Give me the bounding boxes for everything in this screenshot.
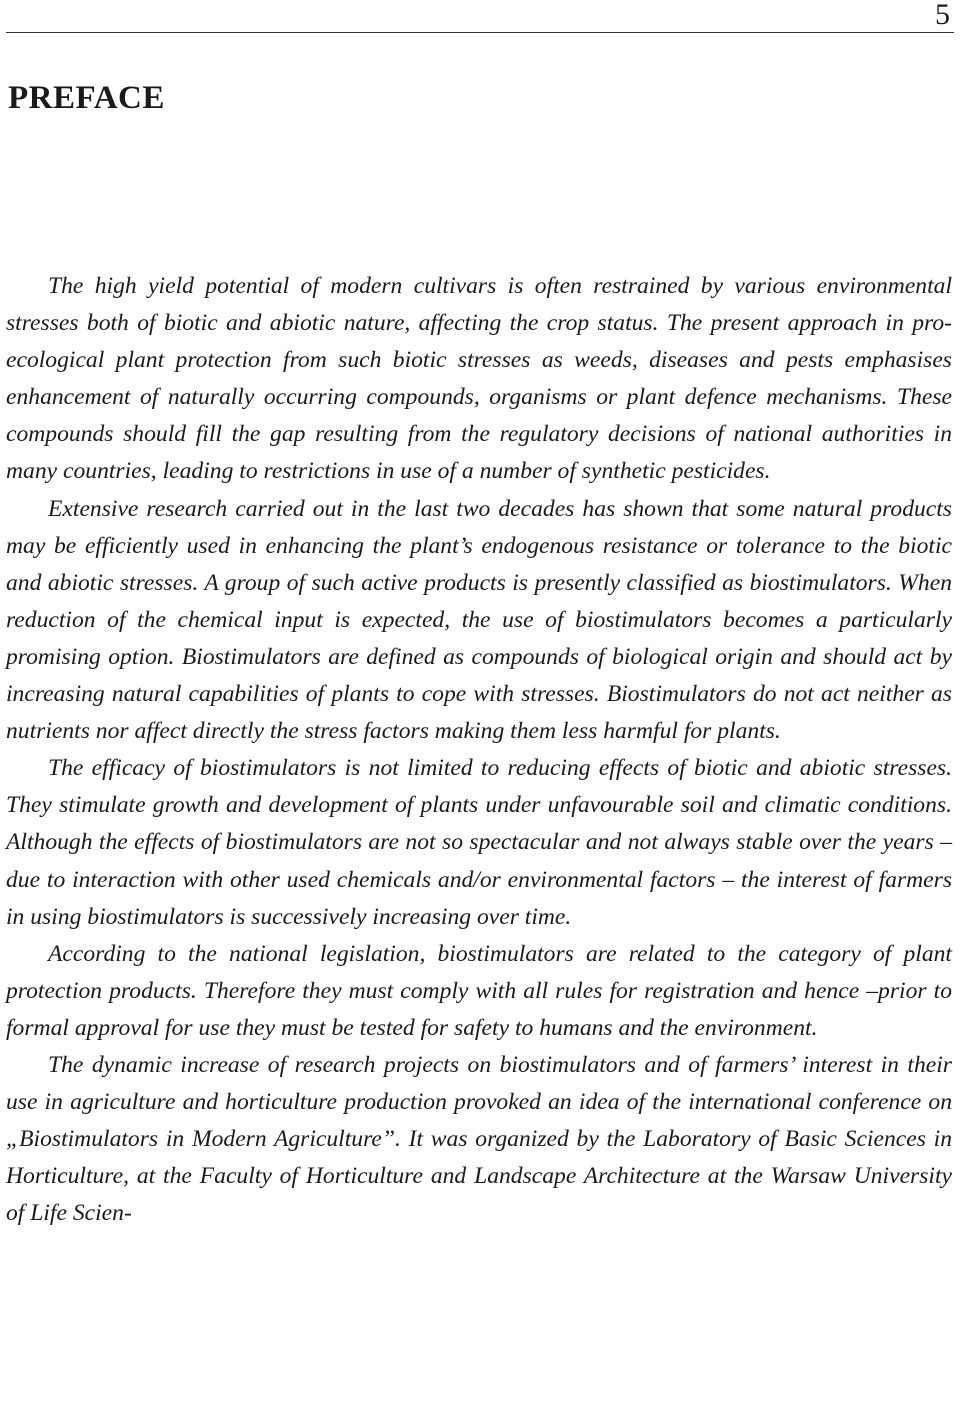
paragraph-3: The efficacy of biostimulators is not limited to reducing effects of biotic and abiotic stresses. They stimulate growth and development of plants under unfavourable soil and climatic conditions. Although the effects of biostimulators are not so spectacular and not always stable over the years – due to interaction with other used chemicals and/or environmental factors – the interest of farmers in using biostimulators is successively increasing over time. <box>6 755 952 930</box>
paragraph-5: The dynamic increase of research projects on biostimulators and of farmers’ interest in their use in agriculture and horticulture production provoked an idea of the international conference on „Biostimulators in Modern Agriculture”. It was organized by the Laboratory of Basic Sciences in Horticulture, at the Faculty of Horticulture and Landscape Architecture at the Warsaw University of Life Scien- <box>6 1051 952 1227</box>
paragraph-2: Extensive research carried out in the last two decades has shown that some natural products may be efficiently used in enhancing the plant’s endogenous resistance or tolerance to the biotic and abiotic stresses. A group of such active products is presently classified as biostimulators. When reduction of the chemical input is expected, the use of biostimulators becomes a particularly promising option. Biostimulators are defined as compounds of biological origin and should act by increasing natural capabilities of plants to cope with stresses. Biostimulators do not act neither as nutrients nor affect directly the stress factors making them less harmful for plants. <box>6 495 952 745</box>
page-number: 5 <box>935 0 950 31</box>
paragraph-1: The high yield potential of modern cultivars is often restrained by various environmental stresses both of biotic and abiotic nature, affecting the crop status. The present approach in pro-ecological plant protection from such biotic stresses as weeds, diseases and pests emphasises enhancement of naturally occurring compounds, organisms or plant defence mechanisms. These compounds should fill the gap resulting from the regulatory decisions of national authorities in many countries, leading to restrictions in use of a number of synthetic pesticides. <box>6 273 952 485</box>
page-title: PREFACE <box>8 80 165 116</box>
page-header <box>6 0 954 33</box>
preface-body <box>6 268 952 1232</box>
paragraph-4: According to the national legislation, biostimulators are related to the category of plant protection products. Therefore they must comply with all rules for registration and hence –prior to formal approval for use they must be tested for safety to humans and the environment. <box>6 940 952 1041</box>
